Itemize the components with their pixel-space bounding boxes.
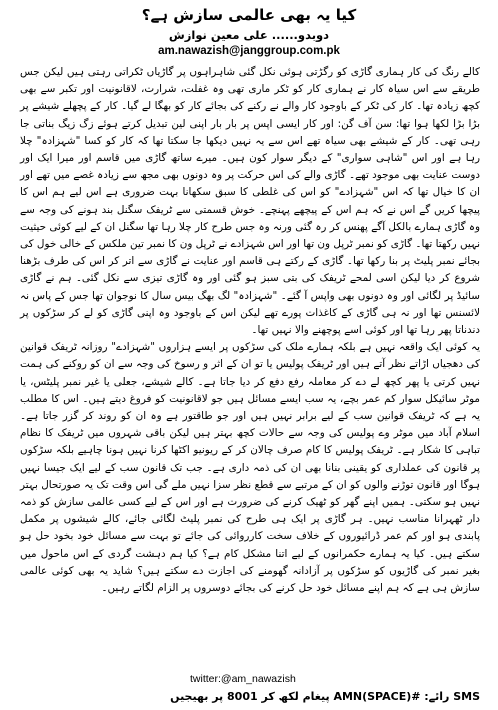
- column-byline: دوبدو...... علی معین نوازش: [168, 28, 330, 42]
- column-title: کیا یہ بھی عالمی سازش ہے؟: [141, 6, 357, 24]
- author-email: am.nawazish@janggroup.com.pk: [158, 45, 340, 57]
- body-paragraph: کالے رنگ کی کار ہماری گاڑی کو رگڑتی ہوئی نکل گئی شاہراہوں پر گاڑیاں ٹکراتی رہتی ہیں لیکن جس طریقے سے اس سیاہ کار نے ہماری کار کو ٹکر ماری تھی وہ غفلت، شرارت، لاقانونیت اور تکبر سے بھی کچھ زیادہ تھا۔ کار کی ٹکر کے باوجود کار والے نے رکنے کی بجائے کار کو بھگا لے گیا۔ کار کے پچھلے شیشے پر بڑا بڑا لکھا ہوا تھا: سن آف گن: اور کار ایسی اپس پر بار بار اپنی لین تبدیل کرتے ہوئے زگ زیگ بناتی جا رہی تھی۔ کار کے شیشے بھی سیاہ تھے اس سے یہ نہیں دیکھا جا سکتا تھا کہ کار کو کسا "شہزادہ" چلا رہا ہے اور اس "شاہی سواری" کے دیگر سوار کون ہیں۔ میرے ساتھ گاڑی میں قاسم اور میرا ایک اور دوست عنایت بھی موجود تھے۔ گاڑی والے کی اس حرکت پر وہ دونوں بھی مجھ سے زیادہ غصے میں تھے اور ان کا خیال تھا کہ اس "شہزادے" کو اس کی غلطی کا سبق سکھانا بہت ضروری ہے اس لیے ہم اس کا پیچھا کریں گے اس نے کہ ہم اس کے پیچھے پہنچے۔ خوش قسمتی سے ٹریفک سگنل بند ہونے کی وجہ سے وہ گاڑی ہمارے بالکل آگے پھنس کر رہ گئی ورنہ وہ جس طرح کار چلا رہا تھا سگنل ان کے لیے کوئی حیثیت نہیں رکھتا تھا۔ گاڑی کو نمبر ٹرپل ون تھا اور اس شہزادے نے ٹرپل ون کا نمبر تین ملکس کے خالی خول کی بجائے نمبر پلیٹ پر بنا رکھا تھا۔ گاڑی کے رکتے ہی قاسم اور عنایت نے گاڑی سے اتر کر اس کی طرف بڑھنا شروع کر دیا لیکن اسی لمحے ٹریفک کی بتی سبز ہو گئی اور وہ گاڑی تیزی سے نکل گئی۔ ہم نے گاڑی سائیڈ پر لگائی اور وہ دونوں بھی واپس آ گئے۔ "شہزادہ" لگ بھگ بیس سال کا نوجوان تھا جس کے پاس نہ لائسنس تھا اور نہ ہی گاڑی کے کاغذات پورے تھے لیکن اس کے باوجود وہ اپنی گاڑی کو لے کر سڑکوں پر دندناتا پھر رہا تھا اور کوئی اسے پوچھنے والا نہیں تھا۔: [20, 66, 480, 337]
- author-twitter: twitter:@am_nawazish: [190, 673, 296, 685]
- sms-feedback-line: SMS رائے: #AMN(SPACE) پیغام لکھ کر 8001 پر بھیجیں: [170, 690, 480, 703]
- body-paragraph: یہ کوئی ایک واقعہ نہیں ہے بلکہ ہمارے ملک کی سڑکوں پر ایسے ہزاروں "شہزادے" روزانہ ٹریفک قوانین کی دھجیاں اڑاتے نظر آتے ہیں اور ٹریفک پولیس یا تو ان کے اثر و رسوخ کی وجہ سے ان کو روکنے کی ہمت نہیں کرتی یا پھر کچھ لے دے کر معاملہ رفع دفع کر دیا جاتا ہے۔ کالے شیشے، جعلی یا غیر نمبر پلیٹس، یا موٹر سائیکل سوار کم عمر بچے، یہ سب ایسے مسائل ہیں جو لاقانونیت کو فروغ دیتے ہیں۔ اس کا مطلب یہ ہے کہ ٹریفک قوانین سب کے لیے برابر نہیں ہیں اور جو طاقتور ہے وہ ان کو روند کر گزر جاتا ہے۔ اسلام آباد میں موٹر وے پولیس کی وجہ سے حالات کچھ بہتر ہیں لیکن باقی شہروں میں ٹریفک کا نظام تباہی کا شکار ہے۔ ٹریفک پولیس کا کام صرف چالان کر کے ریونیو اکٹھا کرنا نہیں ہونا چاہیے بلکہ سڑکوں پر قانون کی عملداری کو یقینی بنانا بھی ان کی ذمہ داری ہے۔ جب تک قانون سب کے لیے ایک جیسا نہیں ہوگا اور قانون توڑنے والوں کو ان کے مرتبے سے قطع نظر سزا نہیں ملے گی اس وقت تک یہ صورتحال بہتر نہیں ہو سکتی۔ ہمیں اپنے گھر کو ٹھیک کرنے کی ضرورت ہے اور اس کے لیے کسی عالمی سازش کو ذمہ دار ٹھہرانا مناسب نہیں۔ ہر گاڑی پر ایک ہی طرح کی نمبر پلیٹ لگائی جائے، کالے شیشوں پر مکمل پابندی ہو اور کم عمر ڈرائیوروں کے خلاف سخت کارروائی کی جائے تو بہت سے مسائل خود بخود حل ہو سکتے ہیں۔ کیا یہ ہمارے حکمرانوں کے لیے اتنا مشکل کام ہے؟ کیا ہم دہشت گردی کے اس ماحول میں بغیر نمبر کی گاڑیوں کو سڑکوں پر آزادانہ گھومنے کی اجازت دے سکتے ہیں؟ شاید یہ بھی کوئی عالمی سازش ہی ہے کہ ہم اپنے مسائل خود حل کرنے کی بجائے دوسروں پر الزام لگاتے رہیں۔: [20, 341, 480, 595]
- column-body: [20, 64, 480, 597]
